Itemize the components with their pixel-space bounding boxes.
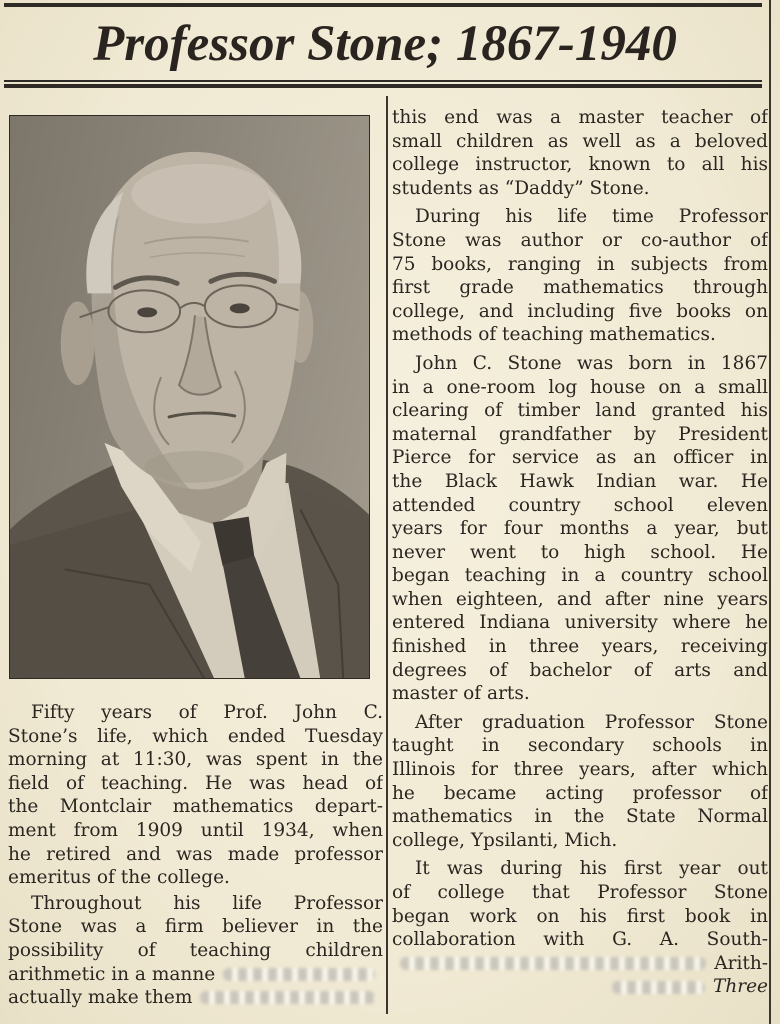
text-line: It was during his first year out <box>415 858 768 880</box>
paragraph <box>392 106 768 200</box>
column-divider <box>386 96 388 1014</box>
left-eye <box>137 307 157 317</box>
text-line: he retired and was made professor <box>8 843 383 865</box>
text-line: years for four months a year, but <box>392 518 768 540</box>
text-line: methods of teaching mathematics. <box>392 324 716 346</box>
faded-area <box>200 991 375 1004</box>
portrait-photo <box>10 116 369 678</box>
faded-area <box>400 957 706 970</box>
text-line: never went to high school. He <box>392 541 768 563</box>
text-line: 75 books, ranging in subjects from <box>392 253 768 275</box>
text-line: Illinois for three years, after which <box>392 759 768 781</box>
text-line: morning at 11:30, was spent in the <box>8 749 383 771</box>
text-line: first grade mathematics through <box>392 277 768 299</box>
text-line: began teaching in a country school <box>392 565 768 587</box>
text-fragment: arithmetic in a manne <box>8 963 216 985</box>
text-fragment: Arith- <box>714 952 768 974</box>
text-line: Stone was author or co-author of <box>392 229 768 251</box>
text-line-damaged <box>392 952 768 976</box>
text-line-damaged <box>8 963 383 987</box>
text-line-damaged <box>8 986 383 1010</box>
text-fragment: actually make them <box>8 987 193 1009</box>
text-fragment: Three <box>713 976 768 998</box>
text-line: entered Indiana university where he <box>392 612 768 634</box>
text-line: clearing of timber land granted his <box>392 400 768 422</box>
page-edge-rule <box>769 0 771 1024</box>
text-line: the Montclair mathematics depart- <box>8 796 383 818</box>
head-highlight <box>131 164 270 224</box>
text-line: of college that Professor Stone <box>392 882 768 903</box>
right-eye <box>230 303 250 313</box>
headline: Professor Stone; 1867-1940 <box>93 16 677 72</box>
paragraph <box>392 205 768 347</box>
text-line: Stone was a firm believer in the <box>8 916 383 938</box>
text-line: college, and including five books on <box>392 300 768 322</box>
paragraph <box>392 711 768 853</box>
text-line: students as “Daddy” Stone. <box>392 177 650 199</box>
text-line: Fifty years of Prof. John C. <box>31 702 383 723</box>
text-line: finished in three years, receiving <box>392 636 768 658</box>
text-line: college, Ypsilanti, Mich. <box>392 829 618 851</box>
faded-area <box>223 968 375 981</box>
faded-area <box>612 981 705 994</box>
text-line: After graduation Professor Stone <box>415 711 768 733</box>
text-line: John C. Stone was born in 1867 <box>415 352 768 374</box>
text-line-damaged <box>392 975 768 999</box>
top-rule <box>4 3 762 7</box>
text-line: master of arts. <box>392 683 530 705</box>
text-line: maternal grandfather by President <box>392 423 768 445</box>
text-line: small children as well as a beloved <box>392 130 768 152</box>
left-column <box>8 701 383 1010</box>
text-line: in a one-room log house on a small <box>392 376 768 398</box>
text-line: college instructor, known to all his <box>392 154 768 176</box>
text-line: ment from 1909 until 1934, when <box>8 819 383 841</box>
text-line: emeritus of the college. <box>8 867 230 889</box>
text-line: when eighteen, and after nine years <box>392 588 768 610</box>
paragraph <box>392 352 768 706</box>
text-line: collaboration with G. A. South- <box>392 929 768 951</box>
paragraph <box>8 892 383 1010</box>
text-line: field of teaching. He was head of <box>8 772 383 794</box>
text-line: During his life time Professor <box>415 206 768 228</box>
text-line: he became acting professor of <box>392 782 768 804</box>
chin-shadow <box>144 451 243 483</box>
text-line: possibility of teaching children <box>8 939 383 961</box>
text-line: degrees of bachelor of arts and <box>392 659 768 681</box>
portrait-photo-frame <box>9 115 370 679</box>
text-line: this end was a master teacher of <box>392 107 768 128</box>
headline-rule-thin <box>4 80 762 82</box>
text-line: taught in secondary schools in <box>392 735 768 757</box>
text-line: began work on his first book in <box>392 905 768 927</box>
headline-rule-thick <box>4 84 762 88</box>
paragraph <box>8 701 383 890</box>
text-line: the Black Hawk Indian war. He <box>392 470 768 492</box>
text-line: mathematics in the State Normal <box>392 806 768 828</box>
paragraph <box>392 857 768 999</box>
text-line: attended country school eleven <box>392 494 768 516</box>
text-line: Stone’s life, which ended Tuesday <box>8 725 383 747</box>
text-line: Throughout his life Professor <box>31 892 383 914</box>
right-column <box>392 106 768 999</box>
text-line: Pierce for service as an officer in <box>392 447 768 469</box>
